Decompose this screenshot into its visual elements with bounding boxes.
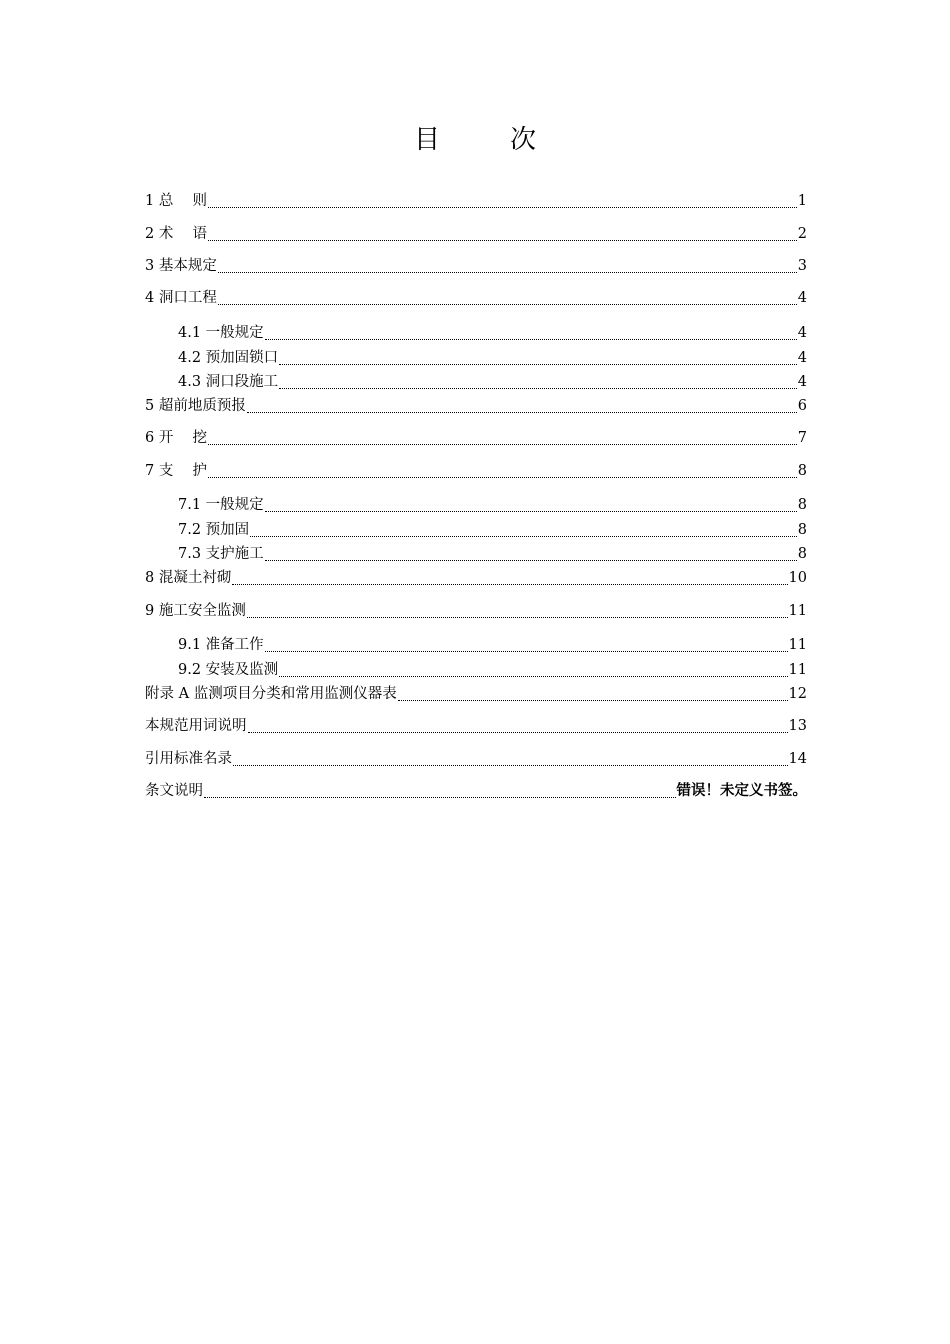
toc-entry-page: 8 <box>797 546 807 562</box>
toc-leader-dots <box>218 257 797 277</box>
toc-entry-label: 6 开 挖 <box>145 430 207 446</box>
toc-entry-label: 2 术 语 <box>145 226 207 242</box>
toc-leader-dots <box>204 782 676 802</box>
toc-entry-label: 7 支 护 <box>145 463 207 479</box>
toc-entry-label: 附录 A 监测项目分类和常用监测仪器表 <box>145 686 397 702</box>
toc-leader-dots <box>247 397 797 417</box>
toc-entry-3[interactable] <box>145 255 807 277</box>
toc-entry-label: 引用标准名录 <box>145 751 232 767</box>
toc-entry-wording[interactable] <box>145 715 807 737</box>
toc-entry-page: 10 <box>788 570 807 586</box>
toc-entry-9[interactable] <box>145 600 807 622</box>
toc-entry-page: 4 <box>797 374 807 390</box>
toc-entry-8[interactable] <box>145 567 807 589</box>
toc-leader-dots <box>265 496 797 516</box>
toc-entry-7-3[interactable] <box>178 543 807 565</box>
toc-leader-dots <box>265 636 788 656</box>
toc-entry-label: 9.1 准备工作 <box>178 637 264 653</box>
toc-entry-page: 4 <box>797 350 807 366</box>
toc-entry-9-1[interactable] <box>178 634 807 656</box>
toc-leader-dots <box>250 521 797 541</box>
toc-leader-dots <box>233 750 788 770</box>
toc-entry-label: 4.1 一般规定 <box>178 325 264 341</box>
toc-entry-page: 11 <box>788 662 807 678</box>
toc-leader-dots <box>279 661 787 681</box>
toc-entry-label: 5 超前地质预报 <box>145 398 246 414</box>
toc-entry-label: 8 混凝土衬砌 <box>145 570 232 586</box>
toc-entry-label: 4.3 洞口段施工 <box>178 374 279 390</box>
toc-entry-label: 3 基本规定 <box>145 258 217 274</box>
toc-entry-label: 本规范用词说明 <box>145 718 247 734</box>
toc-entry-page: 6 <box>797 398 807 414</box>
toc-entry-4[interactable] <box>145 287 807 309</box>
toc-entry-page: 4 <box>797 325 807 341</box>
toc-entry-label: 7.1 一般规定 <box>178 497 264 513</box>
toc-leader-dots <box>398 685 788 705</box>
toc-entry-label: 9.2 安装及监测 <box>178 662 279 678</box>
table-of-contents <box>145 0 807 1344</box>
toc-entry-page: 3 <box>797 258 807 274</box>
toc-leader-dots <box>279 349 797 369</box>
toc-entry-label: 1 总 则 <box>145 193 207 209</box>
toc-leader-dots <box>265 545 797 565</box>
toc-entry-page: 2 <box>797 226 807 242</box>
toc-entry-page: 8 <box>797 463 807 479</box>
toc-entry-7[interactable] <box>145 460 807 482</box>
toc-entry-page: 13 <box>788 718 807 734</box>
toc-entry-page: 8 <box>797 522 807 538</box>
toc-entry-page: 12 <box>788 686 807 702</box>
toc-entry-4-3[interactable] <box>178 371 807 393</box>
toc-entry-5[interactable] <box>145 395 807 417</box>
toc-entry-7-2[interactable] <box>178 519 807 541</box>
toc-leader-dots <box>247 602 788 622</box>
toc-entry-page: 11 <box>788 637 807 653</box>
toc-entry-label: 4 洞口工程 <box>145 290 217 306</box>
toc-entry-label: 条文说明 <box>145 783 203 799</box>
toc-entry-page: 8 <box>797 497 807 513</box>
toc-entry-page: 4 <box>797 290 807 306</box>
toc-entry-label: 7.3 支护施工 <box>178 546 264 562</box>
toc-entry-page: 11 <box>788 603 807 619</box>
toc-entry-9-2[interactable] <box>178 659 807 681</box>
toc-entry-explanation[interactable] <box>145 780 807 802</box>
toc-leader-dots <box>208 225 797 245</box>
toc-entry-label: 4.2 预加固锁口 <box>178 350 279 366</box>
toc-leader-dots <box>208 429 797 449</box>
toc-leader-dots <box>218 289 797 309</box>
toc-entry-page: 7 <box>797 430 807 446</box>
toc-entry-7-1[interactable] <box>178 494 807 516</box>
toc-entry-appendix-a[interactable] <box>145 683 807 705</box>
toc-entry-standards[interactable] <box>145 748 807 770</box>
toc-leader-dots <box>265 324 797 344</box>
toc-entry-4-1[interactable] <box>178 322 807 344</box>
toc-leader-dots <box>279 373 797 393</box>
toc-entry-1[interactable] <box>145 190 807 212</box>
toc-entry-6[interactable] <box>145 427 807 449</box>
toc-entry-4-2[interactable] <box>178 347 807 369</box>
toc-entry-2[interactable] <box>145 223 807 245</box>
toc-entry-label: 7.2 预加固 <box>178 522 250 538</box>
toc-leader-dots <box>248 717 788 737</box>
toc-leader-dots <box>232 569 787 589</box>
toc-entry-page: 1 <box>797 193 807 209</box>
toc-entry-page-error: 错误！未定义书签。 <box>676 783 807 799</box>
toc-leader-dots <box>208 192 797 212</box>
toc-entry-page: 14 <box>788 751 807 767</box>
toc-entry-label: 9 施工安全监测 <box>145 603 246 619</box>
toc-leader-dots <box>208 462 797 482</box>
page-title: 目 次 <box>413 125 558 155</box>
